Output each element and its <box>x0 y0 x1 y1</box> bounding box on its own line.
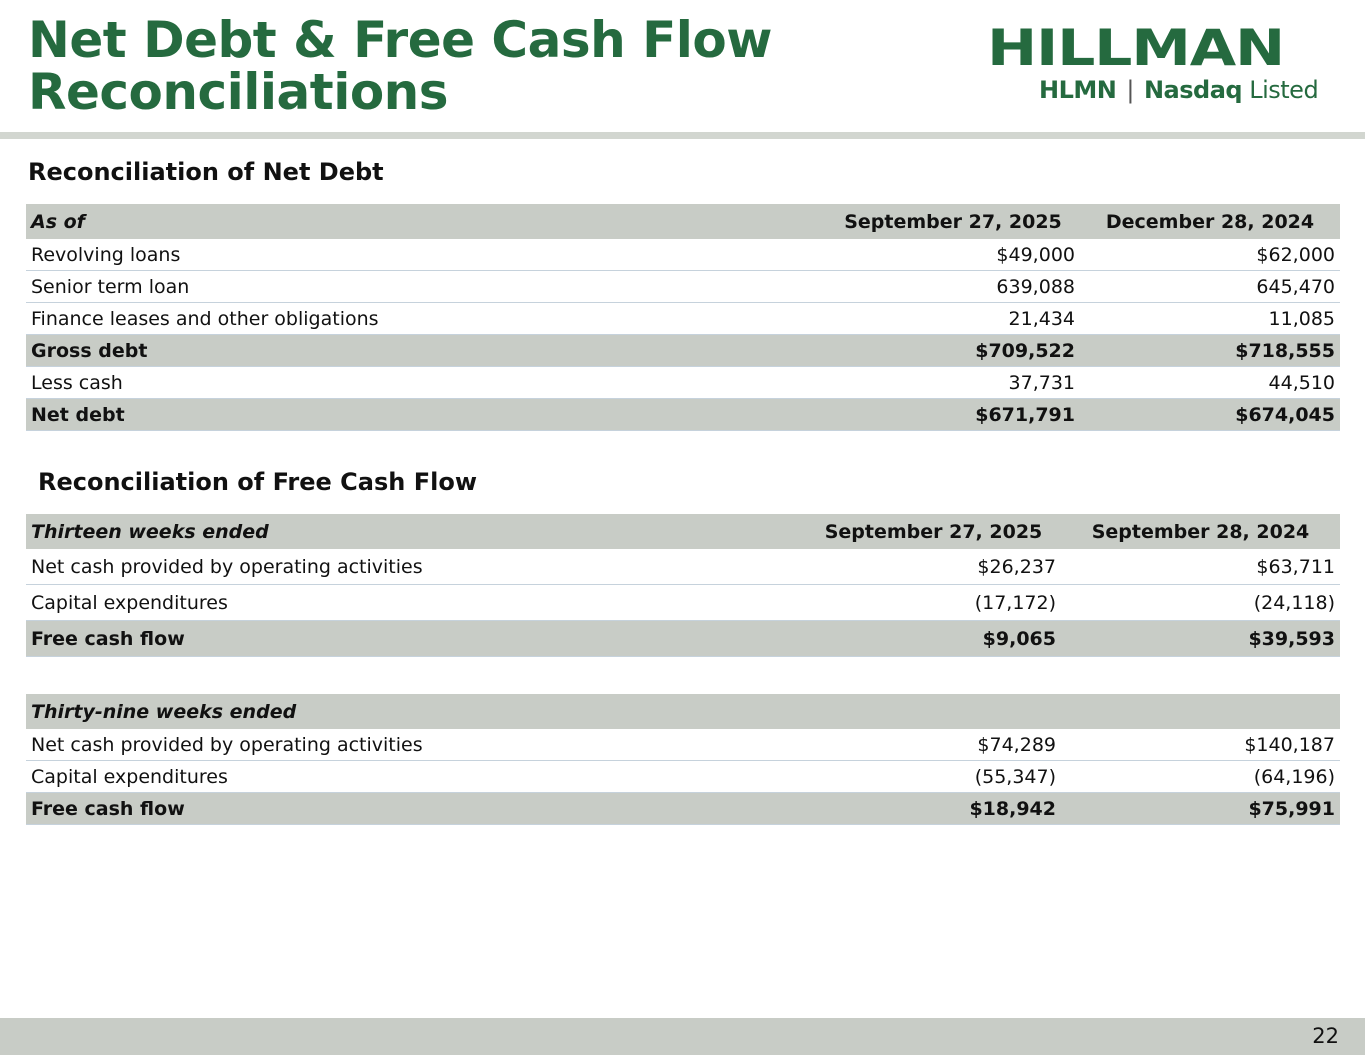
column-header-thirty-nine-weeks: Thirty-nine weeks ended <box>26 694 806 729</box>
cell-value: 639,088 <box>826 271 1080 303</box>
header-divider <box>0 132 1365 139</box>
row-label: Free cash flow <box>26 793 806 825</box>
cell-value: $75,991 <box>1061 793 1340 825</box>
column-header-sep-28-2024: September 28, 2024 <box>1061 514 1340 549</box>
table-row-capital-expenditures <box>26 585 1340 621</box>
logo-exchange: Nasdaq <box>1143 76 1243 104</box>
cell-value: $39,593 <box>1061 621 1340 657</box>
hillman-logo <box>985 19 1350 110</box>
logo-wordmark: HILLMAN <box>987 19 1284 77</box>
cell-value: $718,555 <box>1080 335 1340 367</box>
cell-value: $709,522 <box>826 335 1080 367</box>
table-row-capital-expenditures <box>26 761 1340 793</box>
logo-listed: Listed <box>1249 76 1319 104</box>
column-header-dec-28-2024: December 28, 2024 <box>1080 204 1340 239</box>
row-label: Net cash provided by operating activities <box>26 729 806 761</box>
row-label: Gross debt <box>26 335 826 367</box>
cell-value: $9,065 <box>806 621 1061 657</box>
table-header-row <box>26 694 1340 729</box>
table-row-less-cash <box>26 367 1340 399</box>
cell-value: $62,000 <box>1080 239 1340 271</box>
table-row-gross-debt <box>26 335 1340 367</box>
table-header-row <box>26 514 1340 549</box>
cell-value: $49,000 <box>826 239 1080 271</box>
row-label: Net cash provided by operating activities <box>26 549 806 585</box>
row-label: Net debt <box>26 399 826 431</box>
net-debt-table <box>26 204 1340 431</box>
cell-value: $63,711 <box>1061 549 1340 585</box>
column-header-sep-27-2025: September 27, 2025 <box>826 204 1080 239</box>
cell-value: $140,187 <box>1061 729 1340 761</box>
page-title-line-2: Reconciliations <box>28 63 449 121</box>
table-row-operating-cash <box>26 729 1340 761</box>
logo-separator: | <box>1126 76 1134 104</box>
cell-value: $74,289 <box>806 729 1061 761</box>
free-cash-flow-section-title: Reconciliation of Free Cash Flow <box>38 468 477 496</box>
cell-value: (55,347) <box>806 761 1061 793</box>
thirty-nine-weeks-table <box>26 694 1340 825</box>
table-row-net-debt <box>26 399 1340 431</box>
column-header-thirteen-weeks: Thirteen weeks ended <box>26 514 806 549</box>
row-label: Capital expenditures <box>26 761 806 793</box>
footer-bar <box>0 1018 1365 1055</box>
cell-value: 645,470 <box>1080 271 1340 303</box>
table-row-free-cash-flow <box>26 793 1340 825</box>
cell-value: 21,434 <box>826 303 1080 335</box>
page-number: 22 <box>1312 1024 1339 1048</box>
cell-value: $671,791 <box>826 399 1080 431</box>
table-row-senior-term-loan <box>26 271 1340 303</box>
column-header-sep-27-2025: September 27, 2025 <box>806 514 1061 549</box>
table-header-row <box>26 204 1340 239</box>
row-label: Less cash <box>26 367 826 399</box>
table-row-free-cash-flow <box>26 621 1340 657</box>
row-label: Capital expenditures <box>26 585 806 621</box>
cell-value: $18,942 <box>806 793 1061 825</box>
cell-value: 11,085 <box>1080 303 1340 335</box>
cell-value: (24,118) <box>1061 585 1340 621</box>
cell-value: $674,045 <box>1080 399 1340 431</box>
cell-value: (64,196) <box>1061 761 1340 793</box>
cell-value: $26,237 <box>806 549 1061 585</box>
row-label: Senior term loan <box>26 271 826 303</box>
row-label: Finance leases and other obligations <box>26 303 826 335</box>
row-label: Free cash flow <box>26 621 806 657</box>
page-title-line-1: Net Debt & Free Cash Flow <box>28 11 772 69</box>
logo-ticker: HLMN <box>1039 76 1117 104</box>
cell-value: 37,731 <box>826 367 1080 399</box>
row-label: Revolving loans <box>26 239 826 271</box>
cell-value: (17,172) <box>806 585 1061 621</box>
table-row-finance-leases <box>26 303 1340 335</box>
thirteen-weeks-table <box>26 514 1340 657</box>
cell-value: 44,510 <box>1080 367 1340 399</box>
net-debt-section-title: Reconciliation of Net Debt <box>28 158 384 186</box>
table-row-revolving-loans <box>26 239 1340 271</box>
page-title <box>28 11 772 121</box>
column-header-empty <box>1061 694 1340 729</box>
logo-listing-line <box>1039 76 1318 104</box>
table-row-operating-cash <box>26 549 1340 585</box>
column-header-empty <box>806 694 1061 729</box>
column-header-as-of: As of <box>26 204 826 239</box>
